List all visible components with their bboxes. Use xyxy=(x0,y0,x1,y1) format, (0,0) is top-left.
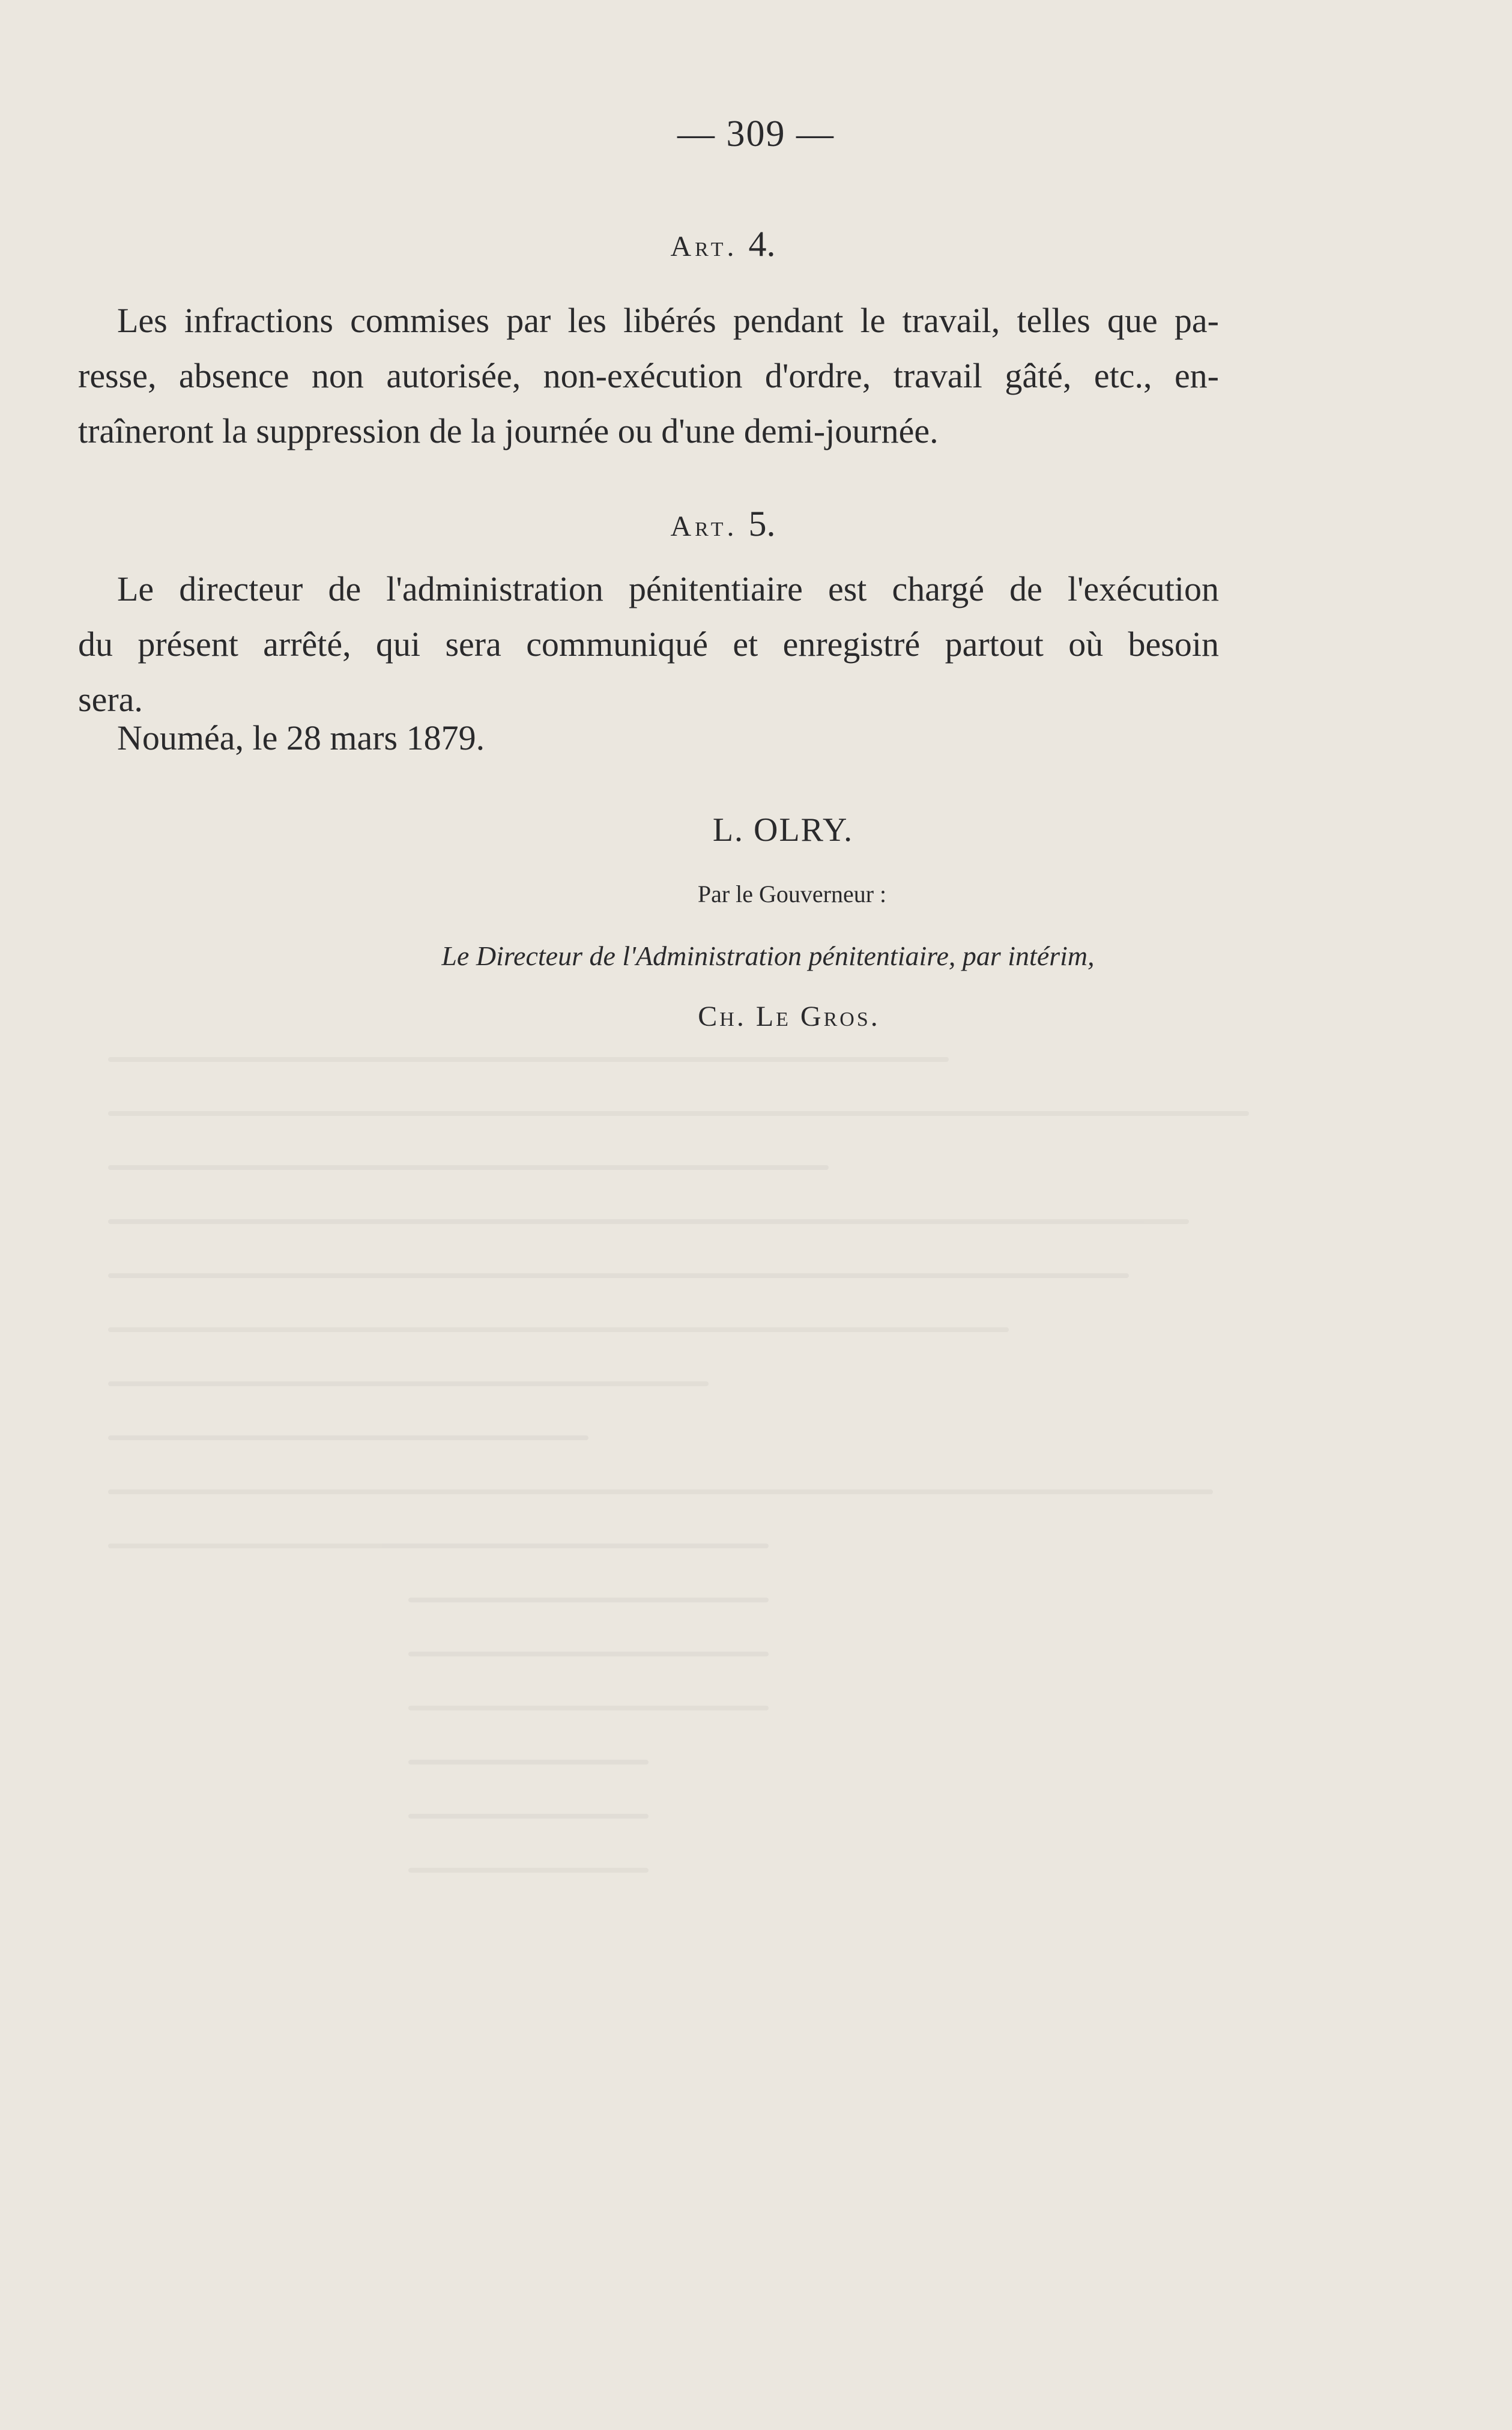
signature xyxy=(0,811,1512,849)
directeur-text: Le Directeur de l'Administration pénitentiaire, par intérim, xyxy=(441,941,1095,971)
article-5-line: Le directeur de l'administration pénitentiaire est chargé de l'exécution xyxy=(117,569,1219,608)
signature-name: L. OLRY. xyxy=(712,811,854,849)
article-5-line: sera. xyxy=(78,680,143,719)
article-5-heading xyxy=(0,503,1479,545)
article-5-prefix: Art. xyxy=(670,511,738,542)
directeur-line xyxy=(0,940,1512,972)
article-4-paragraph xyxy=(78,293,1219,459)
article-4-line: resse, absence non autorisée, non-exécution d'ordre, travail gâté, etc., en- xyxy=(78,356,1219,395)
article-5-paragraph xyxy=(78,562,1219,727)
par-le-gouverneur xyxy=(0,880,1512,908)
article-4-line: Les infractions commises par les libérés pendant le travail, telles que pa- xyxy=(117,301,1219,340)
article-4-number: 4. xyxy=(748,224,776,264)
reverse-side-bleed-through xyxy=(108,1057,1309,2018)
article-4-line: traîneront la suppression de la journée ou d'une demi-journée. xyxy=(78,411,939,450)
countersignature xyxy=(0,1000,1512,1033)
article-4-heading xyxy=(0,223,1479,265)
page-number: — 309 — xyxy=(677,114,835,154)
par-le-text: Par le Gouverneur : xyxy=(697,880,887,907)
article-4-prefix: Art. xyxy=(670,231,738,262)
article-5-number: 5. xyxy=(748,504,776,544)
date-line: Nouméa, le 28 mars 1879. xyxy=(117,718,485,757)
article-5-line: du présent arrêté, qui sera communiqué et enregistré partout où besoin xyxy=(78,625,1219,664)
countersignature-name: Ch. Le Gros. xyxy=(698,1001,880,1032)
